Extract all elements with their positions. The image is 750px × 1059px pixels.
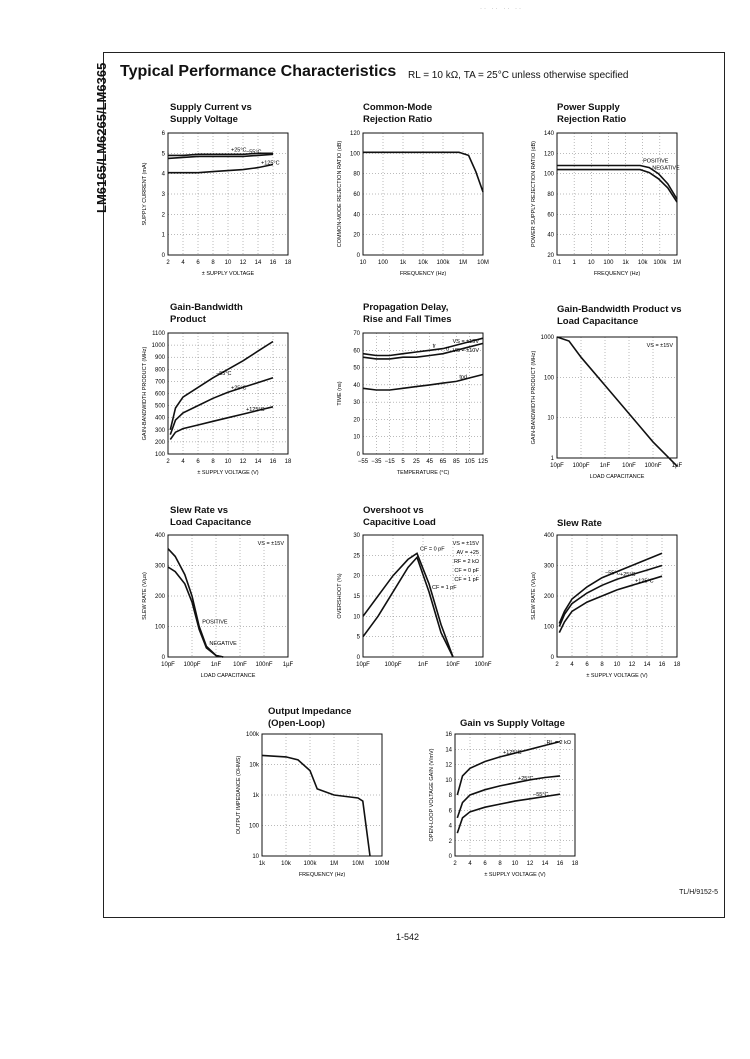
y-tick-label: 10k <box>249 762 259 769</box>
x-tick-label: 4 <box>468 861 472 867</box>
y-tick-label: 0 <box>161 253 165 259</box>
x-tick-label: 100pF <box>183 662 201 668</box>
page-title: Typical Performance Characteristics <box>120 63 397 80</box>
x-tick-label: 8 <box>211 459 215 465</box>
y-tick-label: 20 <box>547 253 554 259</box>
chart-c8 <box>337 533 492 668</box>
x-tick-label: 1k <box>258 861 266 867</box>
series-label: −55°C <box>216 370 232 377</box>
x-tick-label: 18 <box>284 459 292 465</box>
y-tick-label: 60 <box>353 192 360 198</box>
x-tick-label: 10k <box>281 861 291 867</box>
series-line <box>457 791 560 833</box>
series-label: +125°C <box>635 578 654 585</box>
y-axis-label: SLEW RATE (V/µs) <box>142 572 148 620</box>
chart-c4 <box>142 331 292 476</box>
y-tick-label: 100 <box>543 375 554 382</box>
chart-annotation: CF = 0 pF <box>454 568 479 574</box>
x-tick-label: 100nF <box>255 662 273 668</box>
y-tick-label: 60 <box>353 348 360 355</box>
x-tick-label: 18 <box>571 861 579 867</box>
chart-annotation: VS = ±15V <box>452 339 479 345</box>
y-tick-label: 100 <box>248 823 259 830</box>
y-axis-label: GAIN-BANDWIDTH PRODUCT (MHz) <box>531 350 537 445</box>
y-tick-label: 80 <box>547 192 554 198</box>
y-tick-label: 20 <box>353 232 360 239</box>
chart-c2 <box>337 131 489 277</box>
x-tick-label: −35 <box>371 459 382 465</box>
x-tick-label: 16 <box>556 861 564 867</box>
y-tick-label: 4 <box>448 823 452 830</box>
chart-annotation: RL = 2 kΩ <box>546 740 571 746</box>
x-tick-label: 1nF <box>210 662 222 668</box>
x-tick-label: 14 <box>643 662 651 668</box>
y-tick-label: 1k <box>252 793 259 799</box>
chart-annotation: VS = ±10V <box>452 348 479 354</box>
chart-title: Slew Rate vs Load Capacitance <box>170 505 252 528</box>
x-tick-label: 1M <box>458 260 468 266</box>
y-tick-label: 30 <box>353 400 360 407</box>
x-tick-label: 10 <box>613 662 621 668</box>
y-tick-label: 300 <box>154 563 165 570</box>
chart-annotation: VS = ±15V <box>452 541 479 547</box>
chart-title: Power Supply Rejection Ratio <box>557 102 627 125</box>
x-tick-label: 8 <box>211 260 215 266</box>
chart-c6 <box>531 335 683 480</box>
y-tick-label: 0 <box>550 655 554 661</box>
chart-title: Gain-Bandwidth Product <box>170 302 243 325</box>
x-tick-label: 16 <box>269 260 277 266</box>
x-tick-label: 0.1 <box>552 260 562 266</box>
plot-frame <box>557 337 677 458</box>
y-tick-label: 600 <box>154 391 165 398</box>
series-label: POSITIVE <box>202 619 228 626</box>
x-tick-label: 10nF <box>233 662 247 668</box>
y-tick-label: 0 <box>356 253 360 259</box>
x-tick-label: 2 <box>166 459 170 465</box>
series-label: POSITIVE <box>643 158 669 165</box>
y-tick-label: 12 <box>445 762 452 769</box>
chart-c5 <box>337 331 489 476</box>
x-tick-label: 8 <box>600 662 604 668</box>
x-tick-label: 100k <box>436 260 450 266</box>
series-line <box>559 553 662 623</box>
series-line <box>170 342 273 430</box>
y-tick-label: 0 <box>356 655 360 661</box>
x-tick-label: 45 <box>426 459 434 465</box>
y-tick-label: 1 <box>550 456 554 462</box>
series-label: CF = 0 pF <box>420 546 445 553</box>
x-tick-label: 12 <box>628 662 636 668</box>
x-tick-label: 12 <box>239 459 247 465</box>
x-tick-label: 1nF <box>599 463 611 469</box>
y-axis-label: TIME (ns) <box>337 381 343 406</box>
y-tick-label: 1000 <box>151 343 165 350</box>
chart-title: Propagation Delay, Rise and Fall Times <box>363 302 452 325</box>
x-tick-label: 16 <box>658 662 666 668</box>
chart-annotation: RF = 2 kΩ <box>453 559 479 565</box>
y-tick-label: 8 <box>448 793 452 799</box>
x-tick-label: 14 <box>254 459 262 465</box>
y-tick-label: 40 <box>353 382 360 389</box>
y-tick-label: 6 <box>448 808 452 815</box>
y-tick-label: 100k <box>245 732 259 738</box>
y-tick-label: 40 <box>547 232 554 239</box>
x-axis-label: LOAD CAPACITANCE <box>589 474 645 480</box>
y-tick-label: 5 <box>161 151 165 158</box>
y-tick-label: 20 <box>353 417 360 424</box>
x-tick-label: 100k <box>303 861 317 867</box>
x-tick-label: 14 <box>254 260 262 266</box>
y-tick-label: 100 <box>543 624 554 631</box>
x-tick-label: 1µF <box>671 463 683 469</box>
x-axis-label: TEMPERATURE (°C) <box>396 470 450 476</box>
y-axis-label: SUPPLY CURRENT (mA) <box>142 162 148 226</box>
y-tick-label: 10 <box>252 854 259 860</box>
y-tick-label: 500 <box>154 403 165 410</box>
y-tick-label: 10 <box>353 434 360 441</box>
x-axis-label: FREQUENCY (Hz) <box>298 872 346 878</box>
y-tick-label: 400 <box>154 533 165 539</box>
y-axis-label: GAIN-BANDWIDTH PRODUCT (MHz) <box>142 346 148 441</box>
chart-c9 <box>531 533 681 679</box>
scan-artifact: ·· ·· ·· ·· <box>480 6 523 12</box>
chart-title: Gain vs Supply Voltage <box>460 718 565 729</box>
x-tick-label: 10pF <box>550 463 564 469</box>
x-tick-label: 10pF <box>161 662 175 668</box>
y-tick-label: 15 <box>353 594 360 600</box>
y-tick-label: 100 <box>349 151 360 158</box>
x-tick-label: 1 <box>572 260 576 266</box>
series-label: +25°C <box>231 147 247 154</box>
y-axis-label: POWER SUPPLY REJECTION RATIO (dB) <box>531 140 537 248</box>
page-number: 1-542 <box>396 932 420 942</box>
y-tick-label: 300 <box>154 427 165 434</box>
x-tick-label: 4 <box>570 662 574 668</box>
y-tick-label: 900 <box>154 355 165 362</box>
x-tick-label: 10 <box>511 861 519 867</box>
y-tick-label: 1000 <box>540 335 554 341</box>
y-tick-label: 800 <box>154 367 165 374</box>
x-tick-label: 100k <box>653 260 667 266</box>
x-tick-label: 8 <box>498 861 502 867</box>
x-tick-label: 100nF <box>644 463 662 469</box>
y-tick-label: 2 <box>161 212 165 219</box>
x-tick-label: 4 <box>181 459 185 465</box>
x-tick-label: 10 <box>587 260 595 266</box>
x-tick-label: 10nF <box>622 463 636 469</box>
y-tick-label: 100 <box>543 171 554 178</box>
x-tick-label: 10M <box>352 861 364 867</box>
x-tick-label: 10 <box>224 260 232 266</box>
chart-title: Supply Current vs Supply Voltage <box>170 102 252 125</box>
chart-annotation: VS = ±15V <box>646 343 673 349</box>
x-tick-label: 100nF <box>474 662 492 668</box>
doc-number: TL/H/9152-5 <box>679 889 718 896</box>
x-tick-label: 10 <box>224 459 232 465</box>
x-axis-label: LOAD CAPACITANCE <box>200 673 256 679</box>
y-tick-label: 50 <box>353 365 360 372</box>
y-tick-label: 1 <box>161 232 165 239</box>
series-line <box>262 755 370 856</box>
x-tick-label: 1M <box>329 861 339 867</box>
x-tick-label: 2 <box>555 662 559 668</box>
series-label: NEGATIVE <box>652 165 680 172</box>
series-label: CF = 1 pF <box>432 584 457 591</box>
x-tick-label: 1nF <box>417 662 429 668</box>
series-line <box>559 576 662 632</box>
x-tick-label: 100pF <box>384 662 402 668</box>
x-axis-label: FREQUENCY (Hz) <box>593 271 641 277</box>
y-tick-label: 14 <box>445 747 452 754</box>
y-tick-label: 60 <box>547 212 554 219</box>
x-tick-label: 1M <box>672 260 682 266</box>
x-tick-label: 5 <box>401 459 405 465</box>
x-axis-label: ± SUPPLY VOLTAGE <box>201 271 255 277</box>
x-tick-label: 6 <box>196 459 200 465</box>
chart-title: Common-Mode Rejection Ratio <box>363 102 433 125</box>
x-tick-label: 1µF <box>282 662 294 668</box>
x-tick-label: 10k <box>418 260 428 266</box>
y-axis-label: OPEN-LOOP VOLTAGE GAIN (V/mV) <box>429 748 435 842</box>
y-tick-label: 400 <box>543 533 554 539</box>
y-tick-label: 140 <box>543 131 554 137</box>
y-tick-label: 700 <box>154 379 165 386</box>
y-tick-label: 30 <box>353 533 360 539</box>
y-tick-label: 10 <box>445 777 452 784</box>
series-label: +25°C <box>518 775 534 782</box>
series-label: +125°C <box>503 749 522 756</box>
x-tick-label: 125 <box>477 459 489 465</box>
x-tick-label: 10M <box>477 260 489 266</box>
x-tick-label: 100 <box>603 260 614 266</box>
chart-title: Output Impedance (Open-Loop) <box>268 706 352 729</box>
x-tick-label: 12 <box>239 260 247 266</box>
y-tick-label: 80 <box>353 171 360 178</box>
y-tick-label: 200 <box>543 594 554 600</box>
x-tick-label: 85 <box>452 459 460 465</box>
page-conditions: RL = 10 kΩ, TA = 25°C unless otherwise specified <box>408 70 629 81</box>
y-tick-label: 400 <box>154 415 165 422</box>
y-tick-label: 120 <box>543 151 554 158</box>
series-label: tr <box>432 343 437 350</box>
y-tick-label: 100 <box>154 624 165 631</box>
x-tick-label: 18 <box>673 662 681 668</box>
y-axis-label: OVERSHOOT (%) <box>337 573 343 619</box>
x-tick-label: 6 <box>196 260 200 266</box>
y-tick-label: 16 <box>445 732 452 738</box>
y-tick-label: 25 <box>353 553 360 560</box>
y-tick-label: 0 <box>161 655 165 661</box>
y-tick-label: 5 <box>356 634 360 641</box>
x-tick-label: 2 <box>453 861 457 867</box>
x-tick-label: 12 <box>526 861 534 867</box>
series-label: +25°C <box>231 385 247 392</box>
chart-title: Slew Rate <box>557 518 602 529</box>
x-tick-label: 6 <box>483 861 487 867</box>
series-label: −55°C <box>605 570 621 577</box>
y-tick-label: 70 <box>353 331 360 337</box>
y-tick-label: 4 <box>161 171 165 178</box>
y-tick-label: 10 <box>547 415 554 422</box>
series-line <box>557 337 677 466</box>
x-tick-label: 65 <box>439 459 447 465</box>
series-label: tf <box>446 346 450 353</box>
chart-c3 <box>531 131 681 277</box>
chart-annotation: AV = +25 <box>456 550 479 556</box>
y-tick-label: 40 <box>353 212 360 219</box>
y-tick-label: 2 <box>448 838 452 845</box>
series-label: tpd <box>459 374 467 381</box>
series-line <box>168 165 273 173</box>
x-tick-label: 14 <box>541 861 549 867</box>
x-tick-label: 10nF <box>446 662 460 668</box>
y-tick-label: 10 <box>353 614 360 621</box>
x-axis-label: ± SUPPLY VOLTAGE (V) <box>586 673 648 679</box>
series-label: +125°C <box>246 407 265 414</box>
y-axis-label: SLEW RATE (V/µs) <box>531 572 537 620</box>
x-tick-label: 18 <box>284 260 292 266</box>
chart-c7 <box>142 533 294 679</box>
x-axis-label: ± SUPPLY VOLTAGE (V) <box>484 872 546 878</box>
series-label: NEGATIVE <box>209 640 237 647</box>
x-tick-label: 6 <box>585 662 589 668</box>
x-tick-label: 25 <box>412 459 420 465</box>
chart-title: Gain-Bandwidth Product vs Load Capacitance <box>557 304 682 327</box>
chart-c11 <box>429 732 579 878</box>
series-label: +125°C <box>261 160 280 167</box>
x-tick-label: −15 <box>384 459 395 465</box>
x-tick-label: 105 <box>464 459 475 465</box>
x-tick-label: 100pF <box>572 463 590 469</box>
x-tick-label: 1k <box>622 260 629 266</box>
x-tick-label: 10k <box>637 260 648 266</box>
x-axis-label: ± SUPPLY VOLTAGE (V) <box>197 470 259 476</box>
x-tick-label: 1k <box>399 260 407 266</box>
series-label: +25°C <box>620 572 636 579</box>
x-tick-label: 100 <box>377 260 389 266</box>
x-tick-label: 100M <box>374 861 390 867</box>
y-tick-label: 3 <box>161 192 165 198</box>
y-tick-label: 1100 <box>152 331 165 337</box>
y-tick-label: 20 <box>353 573 360 580</box>
chart-c1 <box>142 131 292 277</box>
series-line <box>363 557 453 657</box>
chart-annotation: CF = 1 pF <box>454 577 479 583</box>
x-tick-label: 4 <box>181 260 185 266</box>
series-label: −55°C <box>246 149 262 156</box>
chart-c10 <box>236 732 390 878</box>
x-tick-label: −55 <box>357 459 369 465</box>
x-axis-label: FREQUENCY (Hz) <box>399 271 447 277</box>
series-label: −55°C <box>533 791 549 798</box>
x-tick-label: 2 <box>166 260 170 266</box>
y-tick-label: 300 <box>543 563 554 570</box>
x-tick-label: 10pF <box>356 662 370 668</box>
side-title-text: LM6165/LM6265/LM6365 <box>94 62 109 213</box>
x-tick-label: 16 <box>269 459 277 465</box>
y-tick-label: 6 <box>161 131 165 137</box>
y-tick-label: 0 <box>356 452 360 458</box>
y-tick-label: 0 <box>448 854 452 860</box>
y-axis-label: OUTPUT IMPEDANCE (OHMS) <box>236 755 242 835</box>
x-tick-label: 10 <box>359 260 367 266</box>
y-axis-label: COMMON-MODE REJECTION RATIO (dB) <box>337 140 343 248</box>
y-tick-label: 200 <box>154 439 165 446</box>
chart-title: Overshoot vs Capacitive Load <box>363 505 436 528</box>
chart-annotation: VS = ±15V <box>257 541 284 547</box>
y-tick-label: 120 <box>349 131 360 137</box>
y-tick-label: 200 <box>154 594 165 600</box>
y-tick-label: 100 <box>154 452 165 458</box>
